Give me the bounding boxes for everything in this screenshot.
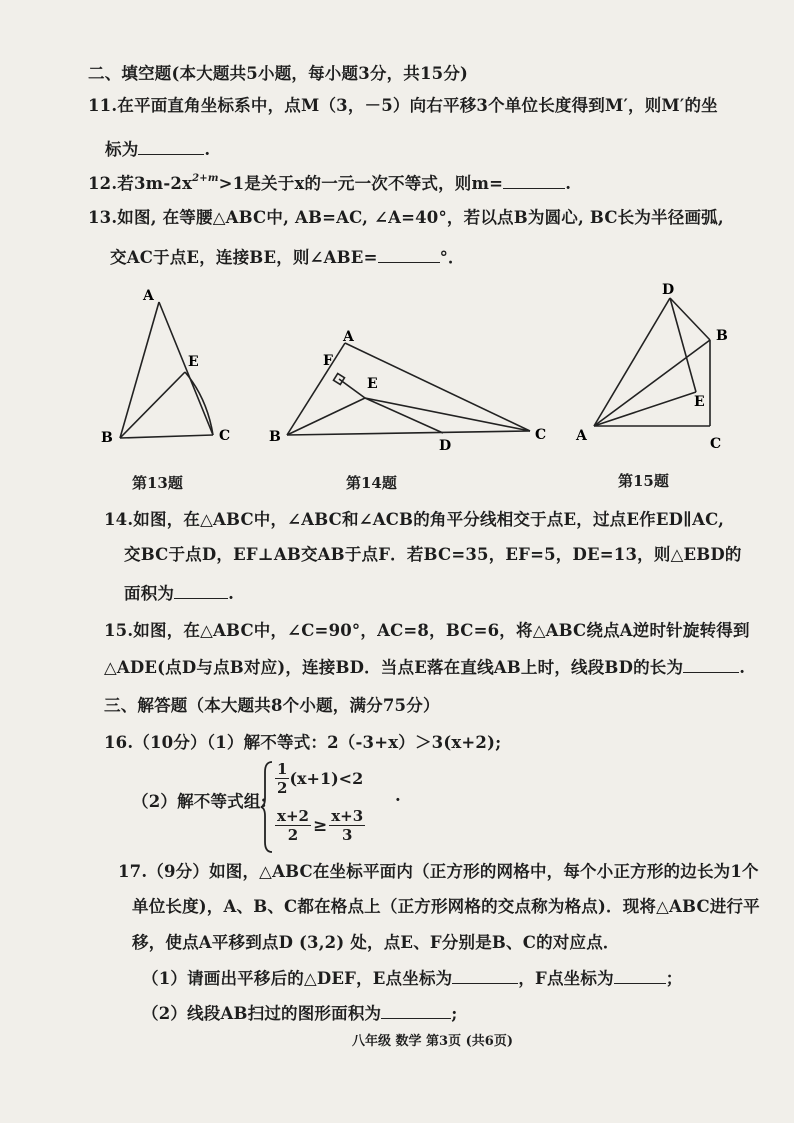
question-17-line2: 单位长度)，A、B、C都在格点上（正方形网格的交点称为格点)．现将△ABC进行平 [132,897,760,916]
answer-blank[interactable] [683,658,739,673]
fig14-label-a: A [343,329,354,345]
fig15-label-b: B [716,328,728,344]
fig14-label-c: C [535,427,547,443]
fig13-label-c: C [219,428,231,444]
fig15-label-d: D [662,282,675,298]
figure-15-caption: 第15题 [618,472,669,490]
section-fill-in-heading: 二、填空题(本大题共5小题，每小题3分，共15分) [88,64,469,83]
fig15-label-c: C [710,436,722,452]
fig13-label-b: B [101,430,113,446]
answer-blank[interactable] [381,1004,451,1019]
question-14-line3: 面积为 . [124,584,235,603]
fig13-label-e: E [188,354,199,370]
answer-blank[interactable] [452,969,518,984]
figure-15 [570,280,740,455]
question-16-part1: 16.（10分）（1）解不等式：2（-3+x）＞3(x+2); [104,733,502,752]
question-12: 12.若$3m-2x^{2+m}>1$是关于x的一元一次不等式，则m= . [88,173,572,193]
fig14-label-e: E [367,376,378,392]
figure-13-caption: 第13题 [132,474,183,492]
fig13-label-a: A [143,288,154,304]
fig15-label-a: A [576,428,587,444]
question-16-part2-label: （2）解不等式组: [132,792,267,811]
answer-blank[interactable] [378,248,440,263]
question-13-line1: 13.如图, 在等腰△ABC中, AB=AC, ∠A=40°，若以点B为圆心, BC长为半径画弧, [88,208,724,227]
figure-13 [95,280,255,450]
section-solve-heading: 三、解答题（本大题共8个小题，满分75分） [104,696,440,715]
fig14-label-f: F [323,353,333,369]
figure-14-caption: 第14题 [346,474,397,492]
fig15-label-e: E [694,394,705,410]
figure-14 [265,325,565,455]
question-17-sub2: （2）线段AB扫过的图形面积为 ; [142,1004,458,1023]
fig14-label-b: B [269,429,281,445]
page-footer: 八年级 数学 第3页 (共6页) [352,1034,513,1049]
question-11-line1: 11.在平面直角坐标系中，点M（3，－5）向右平移3个单位长度得到M′，则M′的坐 [88,96,718,115]
question-14-line1: 14.如图，在△ABC中，∠ABC和∠ACB的角平分线相交于点E，过点E作ED∥AC, [104,510,725,529]
inequality-1: $\frac{1}{2}$ (x+1)<2 [277,760,364,797]
answer-blank[interactable] [614,969,666,984]
answer-blank[interactable] [138,140,204,155]
answer-blank[interactable] [174,584,228,599]
inequality-end-mark: . [395,786,401,805]
question-13-line2: 交AC于点E，连接BE，则∠ABE= °． [110,248,465,267]
inequality-2: $\frac{x+2}{2}$ ≥ $\frac{x+3}{3}$ [277,807,364,844]
question-14-line2: 交BC于点D，EF⊥AB交AB于点F．若BC=35，EF=5，DE=13，则△EBD的 [124,545,742,564]
question-15-line2: △ADE(点D与点B对应)，连接BD．当点E落在直线AB上时，线段BD的长为 . [104,658,746,677]
question-15-line1: 15.如图，在△ABC中，∠C=90°，AC=8，BC=6，将△ABC绕点A逆时针旋转得到 [104,621,750,640]
left-brace [260,760,274,854]
answer-blank[interactable] [503,174,565,189]
question-17-line1: 17.（9分）如图，△ABC在坐标平面内（正方形的网格中，每个小正方形的边长为1个 [118,862,759,881]
question-17-line3: 移，使点A平移到点D (3,2) 处，点E、F分别是B、C的对应点． [132,933,620,952]
question-11-line2: 标为 . [105,140,211,159]
fig14-label-d: D [439,438,452,454]
question-17-sub1: （1）请画出平移后的△DEF，E点坐标为 ，F点坐标为 ； [142,969,683,988]
